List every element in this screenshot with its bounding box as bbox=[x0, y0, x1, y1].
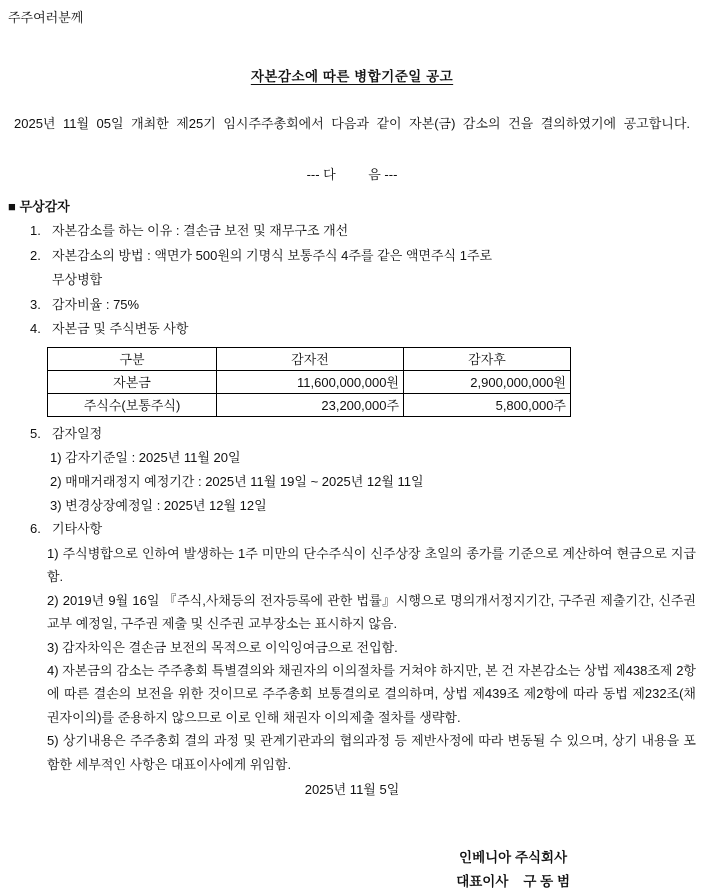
announcement-date: 2025년 11월 5일 bbox=[304, 781, 400, 797]
numbered-list bbox=[8, 219, 696, 776]
capital-after-value: 2,900,000,000원 bbox=[404, 370, 571, 393]
list-item-number: 3. bbox=[30, 296, 41, 312]
list-item-text: 자본감소를 하는 이유 : 결손금 보전 및 재무구조 개선 bbox=[52, 223, 349, 238]
list-item-6 bbox=[8, 517, 696, 542]
list-item-3 bbox=[8, 293, 696, 318]
list-item-text: 감자비율 : 75% bbox=[52, 296, 140, 312]
intro-paragraph: 2025년 11월 05일 개최한 제25기 임시주주총회에서 다음과 같이 자본(금) 감소의 건을 결의하였기에 공고합니다. bbox=[14, 116, 690, 131]
misc-sub-item-5: 5) 상기내용은 주주총회 결의 과정 및 관계기관과의 협의과정 등 제반사정에 따라 변동될 수 있으며, 상기 내용을 포함한 세부적인 사항은 대표이사에게 위임함. bbox=[47, 733, 696, 772]
title-row bbox=[8, 65, 696, 85]
table-row-capital bbox=[48, 370, 571, 393]
shares-after-value: 5,800,000주 bbox=[404, 393, 571, 416]
list-item-text: 기타사항 bbox=[52, 521, 103, 537]
list-item-number: 2. bbox=[30, 247, 41, 263]
misc-sub-item-4: 4) 자본금의 감소는 주주총회 특별결의와 채권자의 이의절차를 거쳐야 하지만, 본 건 자본감소는 상법 제438조제 2항에 따른 결손의 보전을 위한 것이므로 주주총회 보통결의로 결의하며, 상법 제439조 제2항에 따라 동법 제232조(채권자이의)를 준용하지 않으므로 이로 인해 채권자 이의제출 절차를 생략함. bbox=[47, 662, 696, 725]
schedule-sub-item-1: 1) 감자기준일 : 2025년 11월 20일 bbox=[50, 450, 241, 465]
list-item-text: 자본금 및 주식변동 사항 bbox=[52, 321, 189, 336]
section-divider: --- 다 음 --- bbox=[306, 167, 398, 182]
signature-block bbox=[456, 846, 570, 895]
misc-sub-item-3: 3) 감자차익은 결손금 보전의 목적으로 이익잉여금으로 전입함. bbox=[47, 639, 398, 655]
shares-before-value: 23,200,000주 bbox=[217, 393, 404, 416]
table-header-before-reduction: 감자전 bbox=[217, 347, 404, 370]
page-title: 자본감소에 따른 병합기준일 공고 bbox=[250, 69, 454, 84]
capital-change-table-wrap bbox=[47, 347, 696, 417]
capital-change-table bbox=[47, 347, 571, 417]
list-item-text: 자본감소의 방법 : 액면가 500원의 기명식 보통주식 4주를 같은 액면주식 1주로 bbox=[52, 247, 493, 263]
section-heading-musang-gamja: ■ 무상감자 bbox=[8, 199, 70, 214]
table-header-row bbox=[48, 347, 571, 370]
misc-sub-item-2: 2) 2019년 9월 16일 『주식,사채등의 전자등록에 관한 법률』시행으로 명의개서정지기간, 구주권 제출기간, 신주권교부 예정일, 구주권 제출 및 신주권 교부장소는 표시하지 않음. bbox=[47, 592, 696, 632]
schedule-sub-item-3: 3) 변경상장예정일 : 2025년 12월 12일 bbox=[50, 497, 267, 513]
capital-before-value: 11,600,000,000원 bbox=[217, 370, 404, 393]
list-item-number: 4. bbox=[30, 321, 41, 336]
list-item-5 bbox=[8, 422, 696, 447]
table-row-shares bbox=[48, 393, 571, 416]
table-header-after-reduction: 감자후 bbox=[404, 347, 571, 370]
capital-label: 자본금 bbox=[48, 370, 217, 393]
shares-label: 주식수(보통주식) bbox=[48, 393, 217, 416]
salutation: 주주여러분께 bbox=[8, 10, 84, 25]
list-item-4 bbox=[8, 317, 696, 342]
schedule-sub-item-2: 2) 매매거래정지 예정기간 : 2025년 11월 19일 ~ 2025년 12월 11일 bbox=[50, 473, 424, 489]
ceo-name: 대표이사 구 동 범 bbox=[456, 874, 570, 890]
list-item-1 bbox=[8, 219, 696, 244]
list-item-number: 1. bbox=[30, 223, 41, 238]
table-header-category: 구분 bbox=[48, 347, 217, 370]
list-item-number: 5. bbox=[30, 425, 41, 441]
company-name: 인베니아 주식회사 bbox=[459, 849, 568, 865]
list-item-number: 6. bbox=[30, 521, 41, 537]
list-item-2 bbox=[8, 244, 696, 269]
misc-sub-item-1: 1) 주식병합으로 인하여 발생하는 1주 미만의 단수주식이 신주상장 초일의 종가를 기준으로 계산하여 현금으로 지급함. bbox=[47, 545, 696, 585]
list-item-text: 감자일정 bbox=[52, 425, 103, 441]
list-item-2-continuation: 무상병합 bbox=[52, 272, 103, 287]
